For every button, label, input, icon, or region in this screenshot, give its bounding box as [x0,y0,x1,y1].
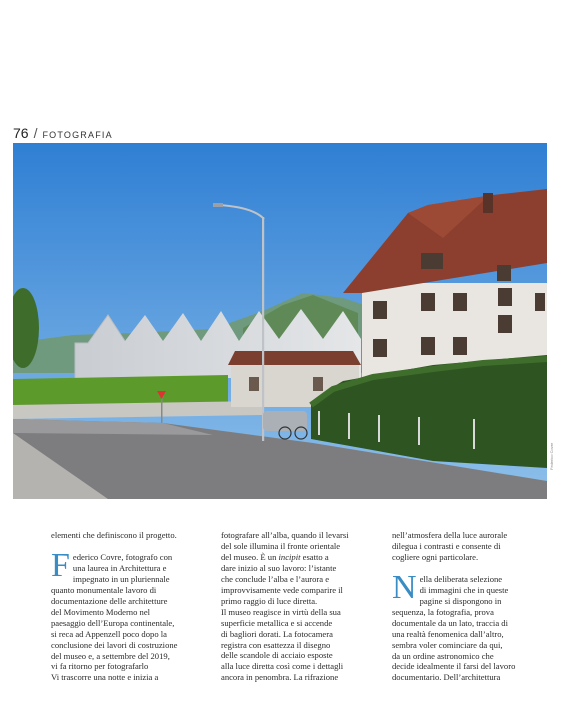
text-line: del museo e, a settembre del 2019, [51,650,170,661]
text-column-3 [392,530,544,683]
paragraph [221,530,371,683]
text-line: del sole illumina il fronte orientale [221,540,341,551]
paragraph [51,546,201,683]
text-line: una realtà fenomenica dall’altro, [392,628,504,639]
text-line: paesaggio dell’Europa continentale, [51,617,175,628]
text-line: ederico Covre, fotografo con [72,551,173,562]
text-line: sequenza, la fotografia, prova [392,606,494,617]
text-line: superficie metallica e si accende [221,617,333,628]
text-line: fotografare all’alba, quando il levarsi [221,530,349,540]
text-run: del museo. È un [221,551,279,562]
text-line: da un ordine astronomico che [392,650,494,661]
paragraph [392,530,544,563]
text-line: cogliere ogni particolare. [392,551,479,562]
text-line: documentale da un lato, traccia di [392,617,508,628]
text-line: delle scandole di acciaio esposte [221,650,333,661]
text-line: decide idealmente il farsi del lavoro [392,661,516,672]
page-number: 76 [13,125,29,141]
text-line: improvvisamente vede comparire il [221,584,343,595]
text-line [221,552,371,563]
text-column-1 [51,530,201,683]
text-line: ella deliberata selezione [419,573,503,584]
text-line: del Movimento Moderno nel [51,606,151,617]
text-line: che conclude l’alba e l’aurora e [221,573,330,584]
text-line: si reca ad Appenzell poco dopo la [51,628,167,639]
text-line: di bagliori dorati. La fotocamera [221,628,333,639]
text-line: impegnato in un pluriennale [72,573,170,584]
text-line: nell’atmosfera della luce aurorale [392,530,508,540]
paragraph [392,568,544,684]
text-line: sembra voler cominciare da qui, [392,639,503,650]
text-line: Il museo reagisce in virtù della sua [221,606,341,617]
text-line: conclusione dei lavori di costruzione [51,639,178,650]
text-line: ancora in penombra. La rifrazione [221,672,339,683]
running-header [13,125,113,141]
header-separator: / [33,125,38,141]
text-line: quanto monumentale lavoro di [51,584,157,595]
section-title: FOTOGRAFIA [42,130,113,140]
italic-term: incipit [278,551,301,562]
photo-building-landscape-icon [13,143,547,499]
text-line: alla luce diretta così come i dettagli [221,661,344,672]
text-column-2 [221,530,371,683]
text-line: vi fa ritorno per fotografarlo [51,661,149,672]
drop-cap: F [51,546,70,584]
text-line: Vi trascorre una notte e inizia a [51,672,159,683]
text-line: documentario. Dell’architettura [392,672,501,683]
text-line: primo raggio di luce diretta. [221,595,318,606]
drop-cap: N [392,568,417,606]
text-run: esatto a [300,551,329,562]
main-photo [13,143,547,499]
text-line: dare inizio al suo lavoro: l’istante [221,562,337,573]
text-line: elementi che definiscono il progetto. [51,530,177,540]
text-line: pagine si dispongono in [419,595,502,606]
text-line: dilegua i contrasti e consente di [392,540,501,551]
text-line: di immagini che in queste [419,584,509,595]
text-line: documentazione delle architetture [51,595,168,606]
photo-credit: Federico Covre [549,442,554,470]
text-line: una laurea in Architettura e [72,562,167,573]
text-line: registra con esattezza il disegno [221,639,331,650]
